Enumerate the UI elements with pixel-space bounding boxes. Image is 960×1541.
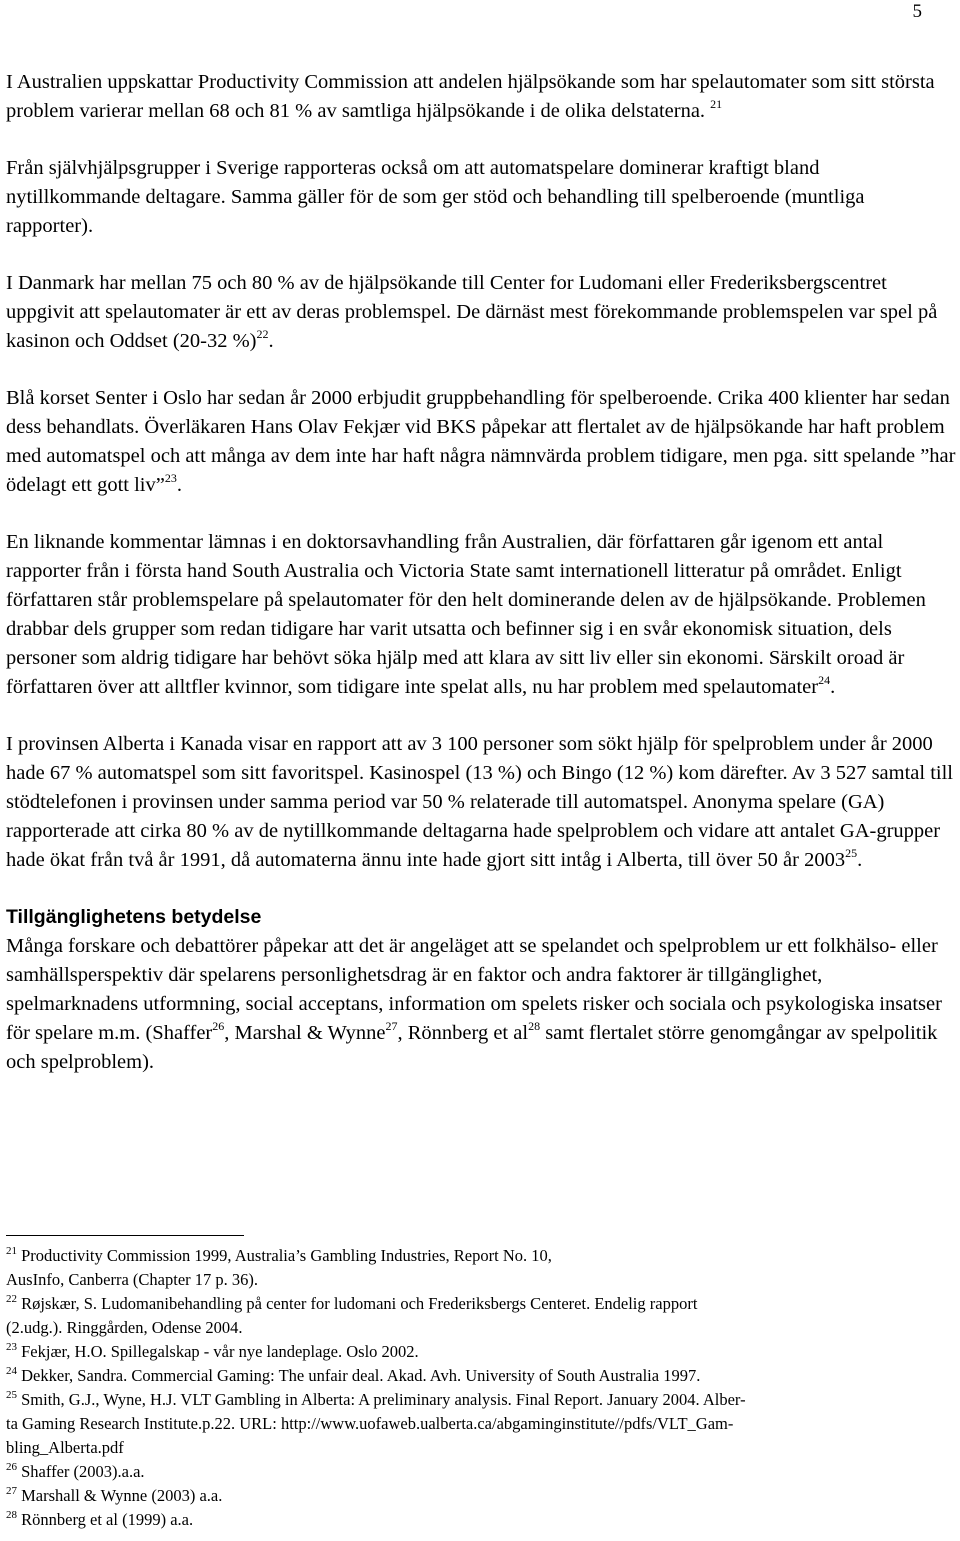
- footnote-21: [6, 1244, 952, 1292]
- footnote-number: 21: [6, 1245, 17, 1257]
- footnote-text: Fekjær, H.O. Spillegalskap - vår nye landeplage. Oslo 2002.: [17, 1342, 419, 1361]
- footnote-ref: 24: [818, 673, 831, 687]
- footnote-ref: 26: [212, 1019, 225, 1033]
- footnote-28: [6, 1508, 952, 1532]
- body-text: [6, 68, 956, 1077]
- footnote-separator: [6, 1235, 244, 1236]
- footnote-ref: 21: [710, 97, 723, 111]
- footnote-ref: 23: [164, 471, 177, 485]
- text: .: [857, 849, 863, 871]
- paragraph-denmark: [6, 269, 956, 356]
- paragraph-dissertation: [6, 528, 956, 702]
- footnote-text: ta Gaming Research Institute.p.22. URL: http://www.uofaweb.ualberta.ca/abgaminginstitute//pdfs/VLT_Gam-: [6, 1414, 734, 1433]
- text: , Marshal & Wynne: [224, 1022, 386, 1044]
- footnote-text: Marshall & Wynne (2003) a.a.: [17, 1486, 223, 1505]
- footnote-number: 27: [6, 1485, 17, 1497]
- footnote-text: Smith, G.J., Wyne, H.J. VLT Gambling in Alberta: A preliminary analysis. Final Report. January 2004. Alber-: [17, 1390, 746, 1409]
- text: .: [176, 474, 182, 496]
- footnote-24: [6, 1364, 952, 1388]
- text: samt flertalet större genomgångar av spelpolitik och spelproblem).: [6, 1022, 938, 1073]
- footnote-text: bling_Alberta.pdf: [6, 1438, 124, 1457]
- text: En liknande kommentar lämnas i en doktorsavhandling från Australien, där författaren går igenom ett antal rapporter från i första hand South Australia och Victoria State samt internationell litteratur på området. Enligt författaren står problemspelare på spelautomater för den helt dominerande delen av de hjälpsökande. Problemen drabbar dels grupper som redan tidigare har varit utsatta och befinner sig i en svår ekonomisk situation, dels personer som aldrig tidigare har behövt söka hjälp med att klara av sitt liv eller sin ekonomi. Särskilt oroad är författaren över att alltfler kvinnor, som tidigare inte spelat alls, nu har problem med spelautomater: [6, 531, 926, 698]
- footnote-text: AusInfo, Canberra (Chapter 17 p. 36).: [6, 1270, 259, 1289]
- footnote-text: Røjskær, S. Ludomanibehandling på center for ludomani och Frederiksbergs Centeret. Endelig rapport: [17, 1294, 698, 1313]
- footnote-number: 22: [6, 1293, 17, 1305]
- footnote-26: [6, 1460, 952, 1484]
- text: .: [268, 330, 274, 352]
- paragraph-australia: [6, 68, 956, 126]
- footnote-number: 25: [6, 1389, 17, 1401]
- paragraph-availability: [6, 932, 956, 1077]
- footnote-text: (2.udg.). Ringgården, Odense 2004.: [6, 1318, 243, 1337]
- page-number: 5: [912, 1, 922, 22]
- footnote-25: [6, 1388, 952, 1460]
- footnote-text: Rönnberg et al (1999) a.a.: [17, 1510, 194, 1529]
- footnote-number: 26: [6, 1461, 17, 1473]
- text: , Rönnberg et al: [397, 1022, 529, 1044]
- text: I Australien uppskattar Productivity Commission att andelen hjälpsökande som har spelautomater som sitt största problem varierar mellan 68 och 81 % av samtliga hjälpsökande i de olika delstaterna.: [6, 71, 935, 122]
- footnote-ref: 27: [385, 1019, 398, 1033]
- text: Blå korset Senter i Oslo har sedan år 2000 erbjudit gruppbehandling för spelberoende. Crika 400 klienter har sedan dess behandlats. Överläkaren Hans Olav Fekjær vid BKS påpekar att flertalet av de hjälpsökande har haft problem med automatspel och att många av dem inte har haft några nämnvärda problem tidigare, men pga. sitt spelande ”har ödelagt ett gott liv”: [6, 387, 956, 496]
- footnote-text: Dekker, Sandra. Commercial Gaming: The unfair deal. Akad. Avh. University of South Australia 1997.: [17, 1366, 701, 1385]
- footnote-ref: 25: [845, 846, 858, 860]
- text: Många forskare och debattörer påpekar att det är angeläget att se spelandet och spelproblem ur ett folkhälso- eller samhällsperspektiv där spelarens personlighetsdrag är en faktor och andra faktorer är tillgänglighet, spelmarknadens utformning, social acceptans, information om spelets risker och sociala och psykologiska insatser för spelare m.m. (Shaffer: [6, 935, 942, 1044]
- paragraph-sweden: [6, 154, 956, 241]
- footnote-number: 28: [6, 1509, 17, 1521]
- section-heading: Tillgänglighetens betydelse: [6, 906, 262, 928]
- footnote-23: [6, 1340, 952, 1364]
- paragraph-norway: [6, 384, 956, 500]
- footnote-number: 24: [6, 1365, 17, 1377]
- text: I Danmark har mellan 75 och 80 % av de hjälpsökande till Center for Ludomani eller Frederiksbergscentret uppgivit att spelautomater är ett av deras problemspel. De därnäst mest förekommande problemspelen var spel på kasinon och Oddset (20-32 %): [6, 272, 938, 352]
- footnote-27: [6, 1484, 952, 1508]
- footnote-number: 23: [6, 1341, 17, 1353]
- footnote-ref: 22: [256, 327, 269, 341]
- footnote-22: [6, 1292, 952, 1340]
- footnotes: [6, 1244, 952, 1532]
- footnote-ref: 28: [528, 1019, 541, 1033]
- footnote-text: Productivity Commission 1999, Australia’s Gambling Industries, Report No. 10,: [17, 1246, 552, 1265]
- text: .: [830, 676, 836, 698]
- footnote-text: Shaffer (2003).a.a.: [17, 1462, 145, 1481]
- paragraph-alberta: [6, 730, 956, 875]
- text: Från självhjälpsgrupper i Sverige rapporteras också om att automatspelare dominerar kraftigt bland nytillkommande deltagare. Samma gäller för de som ger stöd och behandling till spelberoende (muntliga rapporter).: [6, 157, 865, 237]
- text: I provinsen Alberta i Kanada visar en rapport att av 3 100 personer som sökt hjälp för spelproblem under år 2000 hade 67 % automatspel som sitt favoritspel. Kasinospel (13 %) och Bingo (12 %) kom därefter. Av 3 527 samtal till stödtelefonen i provinsen under samma period var 50 % relaterade till automatspel. Anonyma spelare (GA) rapporterade att cirka 80 % av de nytillkommande deltagarna hade spelproblem och vidare att antalet GA-grupper hade ökat från två år 1991, då automaterna ännu inte hade gjort sitt intåg i Alberta, till över 50 år 2003: [6, 733, 953, 871]
